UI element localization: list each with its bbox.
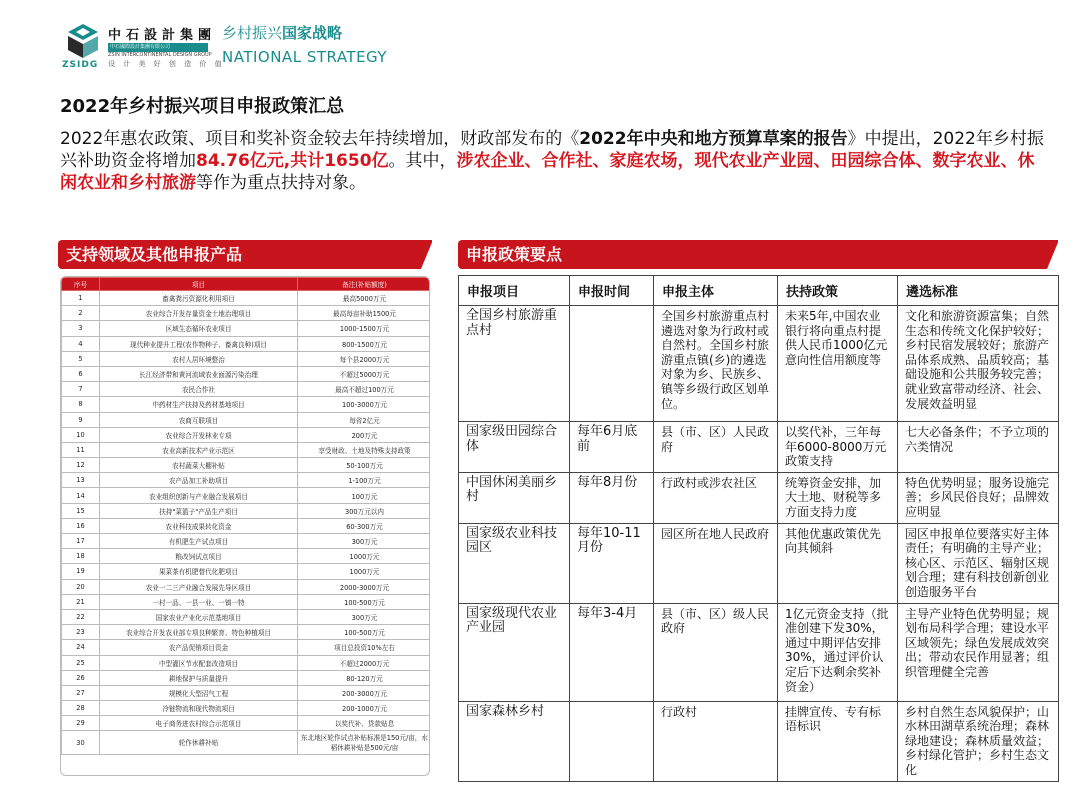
logo-slogan: 设 计 美 好 创 造 价 值 [108,60,225,68]
table-row [62,609,431,624]
table-cell: 25 [62,655,100,670]
table-row [62,564,431,579]
support-table-header-cell: 项目 [100,278,298,291]
table-cell: 7 [62,382,100,397]
table-cell: 29 [62,716,100,731]
table-row [62,321,431,336]
table-cell: 农业组织创新与产业融合发展项目 [100,488,298,503]
table-row [62,503,431,518]
table-cell: 国家农业产业化示范基地项目 [100,609,298,624]
table-cell: 800-1500万元 [298,336,431,351]
table-cell: 畜禽粪污资源化利用项目 [100,291,298,306]
table-cell: 3 [62,321,100,336]
table-cell: 2000-3000万元 [298,579,431,594]
table-cell: 不超过5000万元 [298,366,431,381]
table-cell: 100万元 [298,488,431,503]
table-row [62,518,431,533]
table-cell: 轮作休耕补贴 [100,731,298,755]
logo-subtitle-bar: 中石國際設計集團有限公司 [108,43,208,52]
table-row [62,701,431,716]
table-cell: 其他优惠政策优先向其倾斜 [778,523,898,603]
table-cell: 不超过2000万元 [298,655,431,670]
table-cell: 60-300万元 [298,518,431,533]
table-cell: 1 [62,291,100,306]
table-cell: 特色优势明显；服务设施完善；乡风民俗良好；品牌效应明显 [898,472,1059,523]
table-row [62,442,431,457]
table-row [62,488,431,503]
policy-table-header-cell: 申报项目 [459,276,570,306]
policy-table-header-cell: 申报时间 [570,276,654,306]
table-row [62,716,431,731]
table-row [62,549,431,564]
table-row [459,701,1059,781]
logo-name: 中石設計集團 [108,28,217,43]
table-cell: 21 [62,594,100,609]
table-cell: 县（市、区）人民政府 [654,422,778,473]
table-cell: 农业高新技术产业示范区 [100,442,298,457]
table-cell: 中型灌区节水配套改造项目 [100,655,298,670]
table-cell: 区域生态循环农业项目 [100,321,298,336]
table-cell: 5 [62,351,100,366]
table-cell: 1000万元 [298,564,431,579]
table-cell: 农产品加工补助项目 [100,473,298,488]
table-cell: 国家级农业科技园区 [459,523,570,603]
table-row [459,472,1059,523]
table-row [62,731,431,755]
zsidg-logo-icon [64,22,102,60]
table-cell: 1-100万元 [298,473,431,488]
table-cell: 10 [62,427,100,442]
table-cell: 农村人居环境整治 [100,351,298,366]
table-row [459,422,1059,473]
table-cell: 200-3000万元 [298,685,431,700]
support-areas-header: 支持领域及其他申报产品 [58,240,432,269]
table-cell: 1亿元资金支持（批准创建下发30%，通过中期评估安排30%，通过评价认定后下达剩余奖补资金） [778,603,898,701]
table-cell: 未来5年,中国农业银行将向重点村提供人民币1000亿元意向性信用额度等 [778,306,898,422]
strategy-chinese: 乡村振兴国家战略 [222,24,343,42]
table-cell: 300万元 [298,534,431,549]
table-cell: 园区申报单位要落实好主体责任；有明确的主导产业；核心区、示范区、辐射区规划合理；建有科技创新创业创造服务平台 [898,523,1059,603]
table-cell: 12 [62,458,100,473]
table-row [62,579,431,594]
table-cell: 行政村 [654,701,778,781]
logo-english-name: ZSIN INTERCONTINENTAL DESIGN GROUP [108,52,212,58]
table-cell: 农产品促销项目资金 [100,640,298,655]
table-cell: 300万元 [298,609,431,624]
table-cell: 11 [62,442,100,457]
table-cell: 每年3-4月 [570,603,654,701]
table-cell: 13 [62,473,100,488]
table-cell: 园区所在地人民政府 [654,523,778,603]
table-cell [570,701,654,781]
table-cell: 农业综合开发农业部专项良种繁育、特色种植项目 [100,625,298,640]
table-cell: 80-120万元 [298,670,431,685]
table-cell: 1000-1500万元 [298,321,431,336]
table-row [62,427,431,442]
table-cell: 东北地区轮作试点补贴标准是150元/亩，水稻休耕补贴是500元/亩 [298,731,431,755]
table-cell: 全国乡村旅游重点村遴选对象为行政村或自然村。全国乡村旅游重点镇(乡)的遴选对象为乡、民族乡、镇等乡级行政区划单位。 [654,306,778,422]
table-cell: 果菜茶有机肥替代化肥项目 [100,564,298,579]
table-row [62,397,431,412]
table-cell: 享受财政、土地及特殊支持政策 [298,442,431,457]
table-cell: 最高每亩补助1500元 [298,306,431,321]
strategy-english: NATIONAL STRATEGY [222,48,388,66]
table-cell: 30 [62,731,100,755]
table-row [459,603,1059,701]
table-cell [570,306,654,422]
table-row [62,594,431,609]
policy-table-header-cell: 申报主体 [654,276,778,306]
table-cell: 农业一二三产业融合发展先导区项目 [100,579,298,594]
table-row [62,685,431,700]
table-cell: 行政村或涉农社区 [654,472,778,523]
table-cell: 国家级现代农业产业园 [459,603,570,701]
table-cell: 20 [62,579,100,594]
table-cell: 农民合作社 [100,382,298,397]
logo-code: ZSIDG [62,60,99,70]
table-cell: 粮改饲试点项目 [100,549,298,564]
table-row [62,640,431,655]
table-cell: 统筹资金安排，加大土地、财税等多方面支持力度 [778,472,898,523]
table-cell: 8 [62,397,100,412]
table-cell: 中国休闲美丽乡村 [459,472,570,523]
table-cell: 2 [62,306,100,321]
table-cell: 28 [62,701,100,716]
table-row [62,458,431,473]
table-cell: 冷链物流和现代物流项目 [100,701,298,716]
table-cell: 1000万元 [298,549,431,564]
table-row [62,534,431,549]
table-cell: 最高不超过100万元 [298,382,431,397]
table-cell: 19 [62,564,100,579]
table-cell: 全国乡村旅游重点村 [459,306,570,422]
table-row [62,473,431,488]
table-cell: 耕地保护与质量提升 [100,670,298,685]
table-cell: 16 [62,518,100,533]
table-cell: 200-1000万元 [298,701,431,716]
table-cell: 23 [62,625,100,640]
table-cell: 100-500万元 [298,625,431,640]
table-cell: 文化和旅游资源富集；自然生态和传统文化保护较好；乡村民宿发展较好；旅游产品体系成熟、品质较高；基础设施和公共服务较完善；就业致富带动经济、社会、发展效益明显 [898,306,1059,422]
table-cell: 农村蔬菜大棚补贴 [100,458,298,473]
table-cell: 100-3000万元 [298,397,431,412]
table-cell: 扶持"菜篮子"产品生产项目 [100,503,298,518]
table-cell: 最高5000万元 [298,291,431,306]
table-row [62,670,431,685]
table-cell: 以奖代补、贷款贴息 [298,716,431,731]
table-cell: 27 [62,685,100,700]
table-cell: 17 [62,534,100,549]
table-cell: 国家级田园综合体 [459,422,570,473]
table-cell: 乡村自然生态风貌保护；山水林田湖草系统治理；森林绿地建设；森林质量效益；乡村绿化管护；乡村生态文化 [898,701,1059,781]
support-areas-table [61,277,430,755]
table-cell: 14 [62,488,100,503]
table-cell: 100-500万元 [298,594,431,609]
table-cell: 农商互联项目 [100,412,298,427]
table-cell: 有机肥生产试点项目 [100,534,298,549]
policy-table-header-cell: 扶持政策 [778,276,898,306]
table-row [62,306,431,321]
table-row [62,412,431,427]
intro-paragraph: 2022年惠农政策、项目和奖补资金较去年持续增加，财政部发布的《2022年中央和地方预算草案的报告》中提出，2022年乡村振兴补助资金将增加84.76亿元,共计1650亿。其中，涉农企业、合作社、家庭农场，现代农业产业园、田园综合体、数字农业、休闲农业和乡村旅游等作为重点扶持对象。 [60,129,1044,193]
table-cell: 以奖代补，三年每年6000-8000万元政策支持 [778,422,898,473]
table-cell: 每个县2000万元 [298,351,431,366]
table-row [62,336,431,351]
table-cell: 中药材生产扶持及药材基地项目 [100,397,298,412]
table-cell: 主导产业特色优势明显；规划布局科学合理；建设水平区域领先；绿色发展成效突出；带动农民作用显著；组织管理健全完善 [898,603,1059,701]
table-cell: 农业科技成果转化资金 [100,518,298,533]
table-cell: 挂牌宣传、专有标语标识 [778,701,898,781]
table-cell: 200万元 [298,427,431,442]
table-cell: 项目总投资10%左右 [298,640,431,655]
table-cell: 电子商务进农村综合示范项目 [100,716,298,731]
table-cell: 6 [62,366,100,381]
table-cell: 每省2亿元 [298,412,431,427]
table-cell: 一村一品、一县一业、一镇一特 [100,594,298,609]
table-row [459,523,1059,603]
table-cell: 每年6月底前 [570,422,654,473]
table-cell: 300万元以内 [298,503,431,518]
table-cell: 9 [62,412,100,427]
support-areas-table-wrapper [60,276,430,776]
table-cell: 国家森林乡村 [459,701,570,781]
table-row [62,351,431,366]
table-cell: 长江经济带和黄河流域农业面源污染治理 [100,366,298,381]
table-cell: 现代种业提升工程(农作物种子、畜禽良种)项目 [100,336,298,351]
table-cell: 农业综合开发林业专项 [100,427,298,442]
policy-points-header: 申报政策要点 [458,240,1058,269]
table-row [62,291,431,306]
table-cell: 15 [62,503,100,518]
table-cell: 24 [62,640,100,655]
table-cell: 26 [62,670,100,685]
table-cell: 规模化大型沼气工程 [100,685,298,700]
table-cell: 50-100万元 [298,458,431,473]
page-header [64,22,664,72]
policy-points-table [458,275,1059,782]
table-cell: 每年10-11月份 [570,523,654,603]
table-row [62,382,431,397]
table-row [62,625,431,640]
page-title: 2022年乡村振兴项目申报政策汇总 [60,96,345,117]
table-cell: 22 [62,609,100,624]
table-cell: 七大必备条件；不予立项的六类情况 [898,422,1059,473]
table-row [62,366,431,381]
support-table-header-cell: 备注(补贴额度) [298,278,431,291]
table-row [459,306,1059,422]
table-cell: 18 [62,549,100,564]
support-table-header-cell: 序号 [62,278,100,291]
table-cell: 4 [62,336,100,351]
table-row [62,655,431,670]
table-cell: 县（市、区）级人民政府 [654,603,778,701]
table-cell: 每年8月份 [570,472,654,523]
table-cell: 农业综合开发存量资金土地治理项目 [100,306,298,321]
policy-table-header-cell: 遴选标准 [898,276,1059,306]
